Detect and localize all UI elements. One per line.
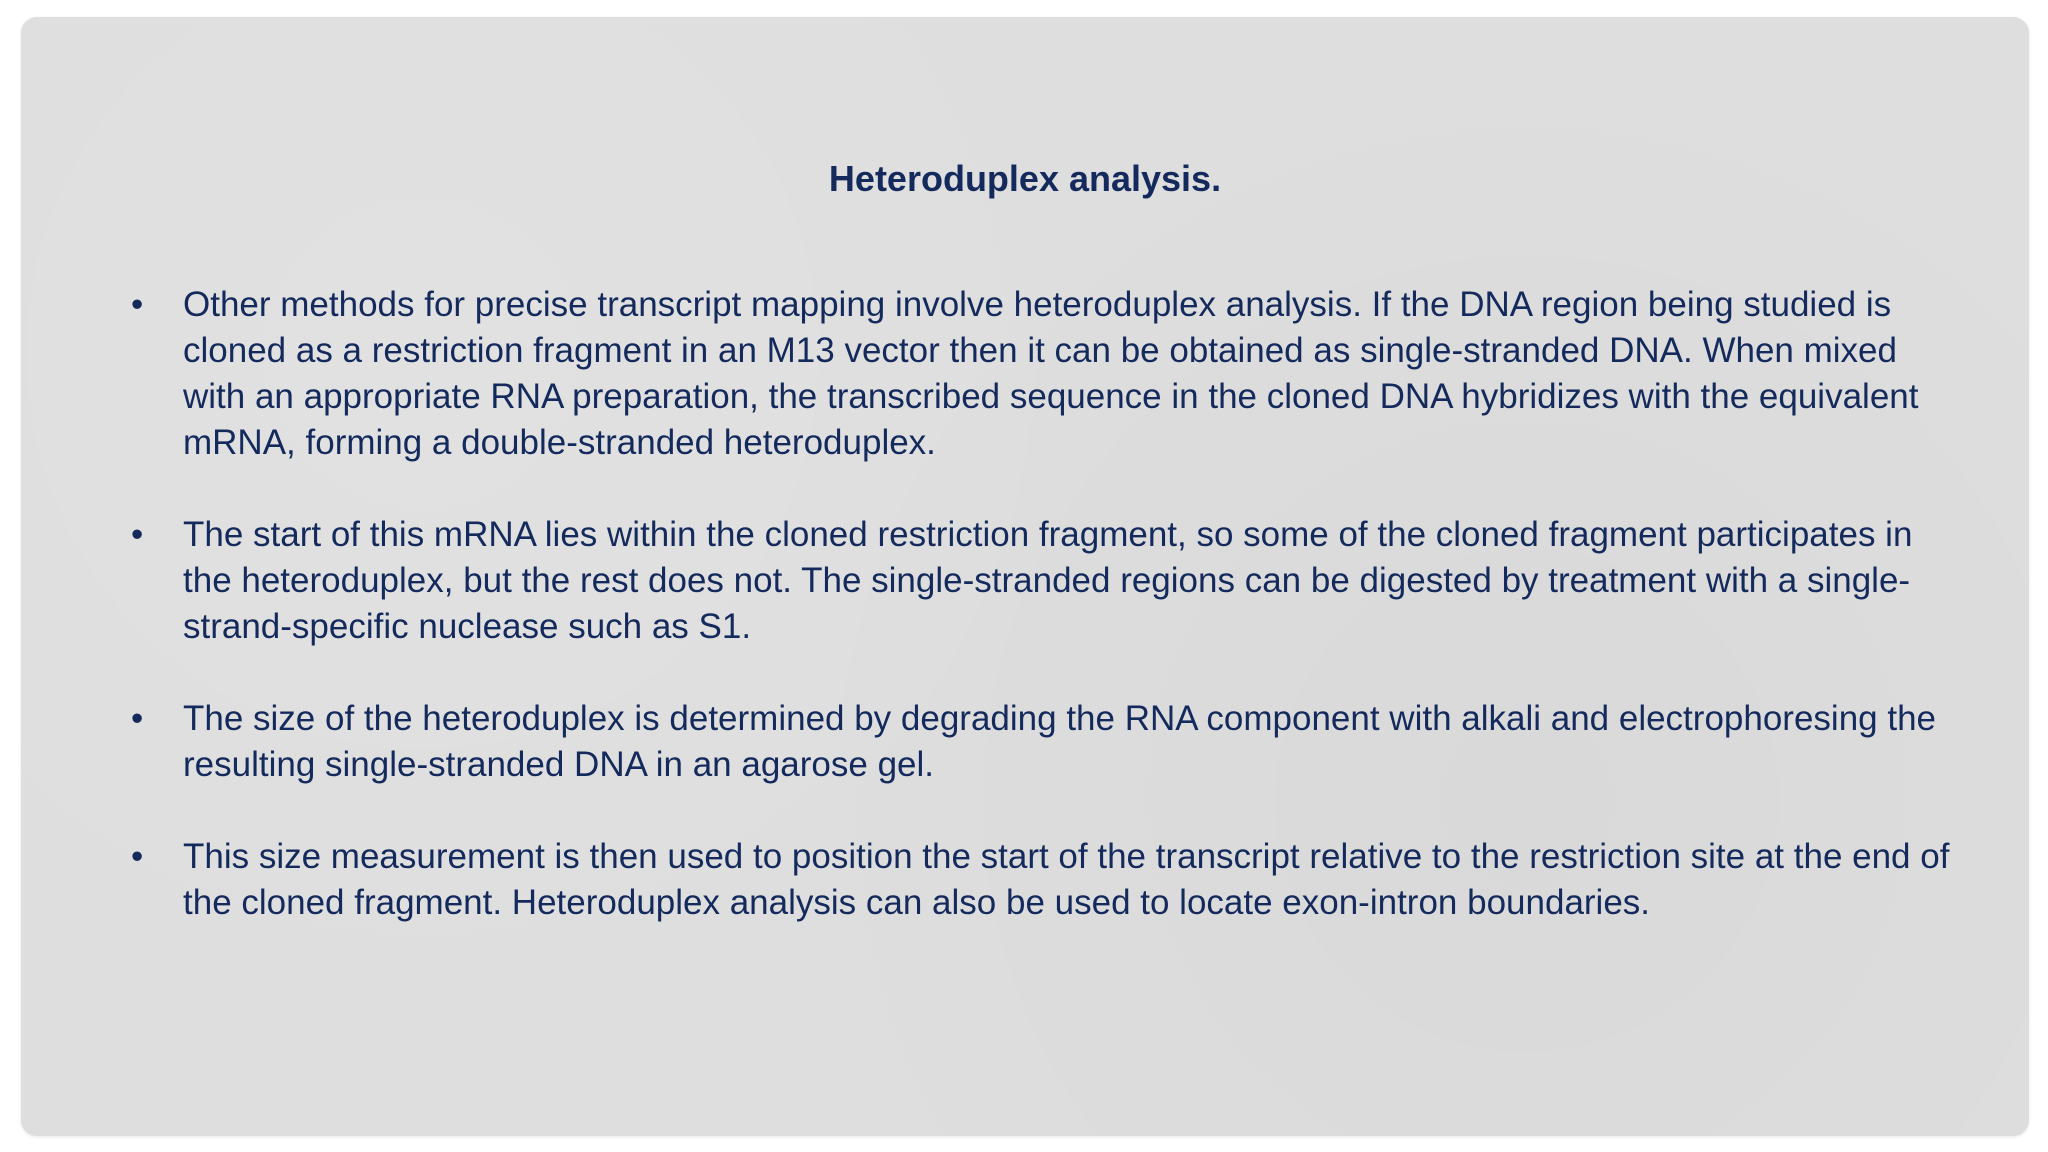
slide [21, 17, 2029, 1136]
bullet-text: The start of this mRNA lies within the cloned restriction fragment, so some of the cloned fragment participates in the heteroduplex, but the rest does not. The single-stranded regions can be digested by treatment with a single-strand-specific nuclease such as S1. [183, 515, 1913, 646]
bullet-item [21, 834, 2029, 926]
bullet-dot-icon: • [131, 699, 144, 738]
bullet-text: Other methods for precise transcript mapping involve heteroduplex analysis. If the DNA region being studied is cloned as a restriction fragment in an M13 vector then it can be obtained as single-stranded DNA. When mixed with an appropriate RNA preparation, the transcribed sequence in the cloned DNA hybridizes with the equivalent mRNA, forming a double-stranded heteroduplex. [183, 285, 1919, 462]
bullet-list [21, 282, 2029, 972]
slide-title: Heteroduplex analysis. [828, 158, 1222, 199]
bullet-text: The size of the heteroduplex is determined by degrading the RNA component with alkali and electrophoresing the resulting single-stranded DNA in an agarose gel. [183, 699, 1937, 784]
bullet-dot-icon: • [131, 285, 144, 324]
bullet-item [21, 696, 2029, 788]
bullet-dot-icon: • [131, 515, 144, 554]
bullet-item [21, 282, 2029, 466]
bullet-text: This size measurement is then used to position the start of the transcript relative to the restriction site at the end of the cloned fragment. Heteroduplex analysis can also be used to locate exon-intron boundaries. [183, 837, 1950, 922]
bullet-item [21, 512, 2029, 650]
bullet-dot-icon: • [131, 837, 144, 876]
